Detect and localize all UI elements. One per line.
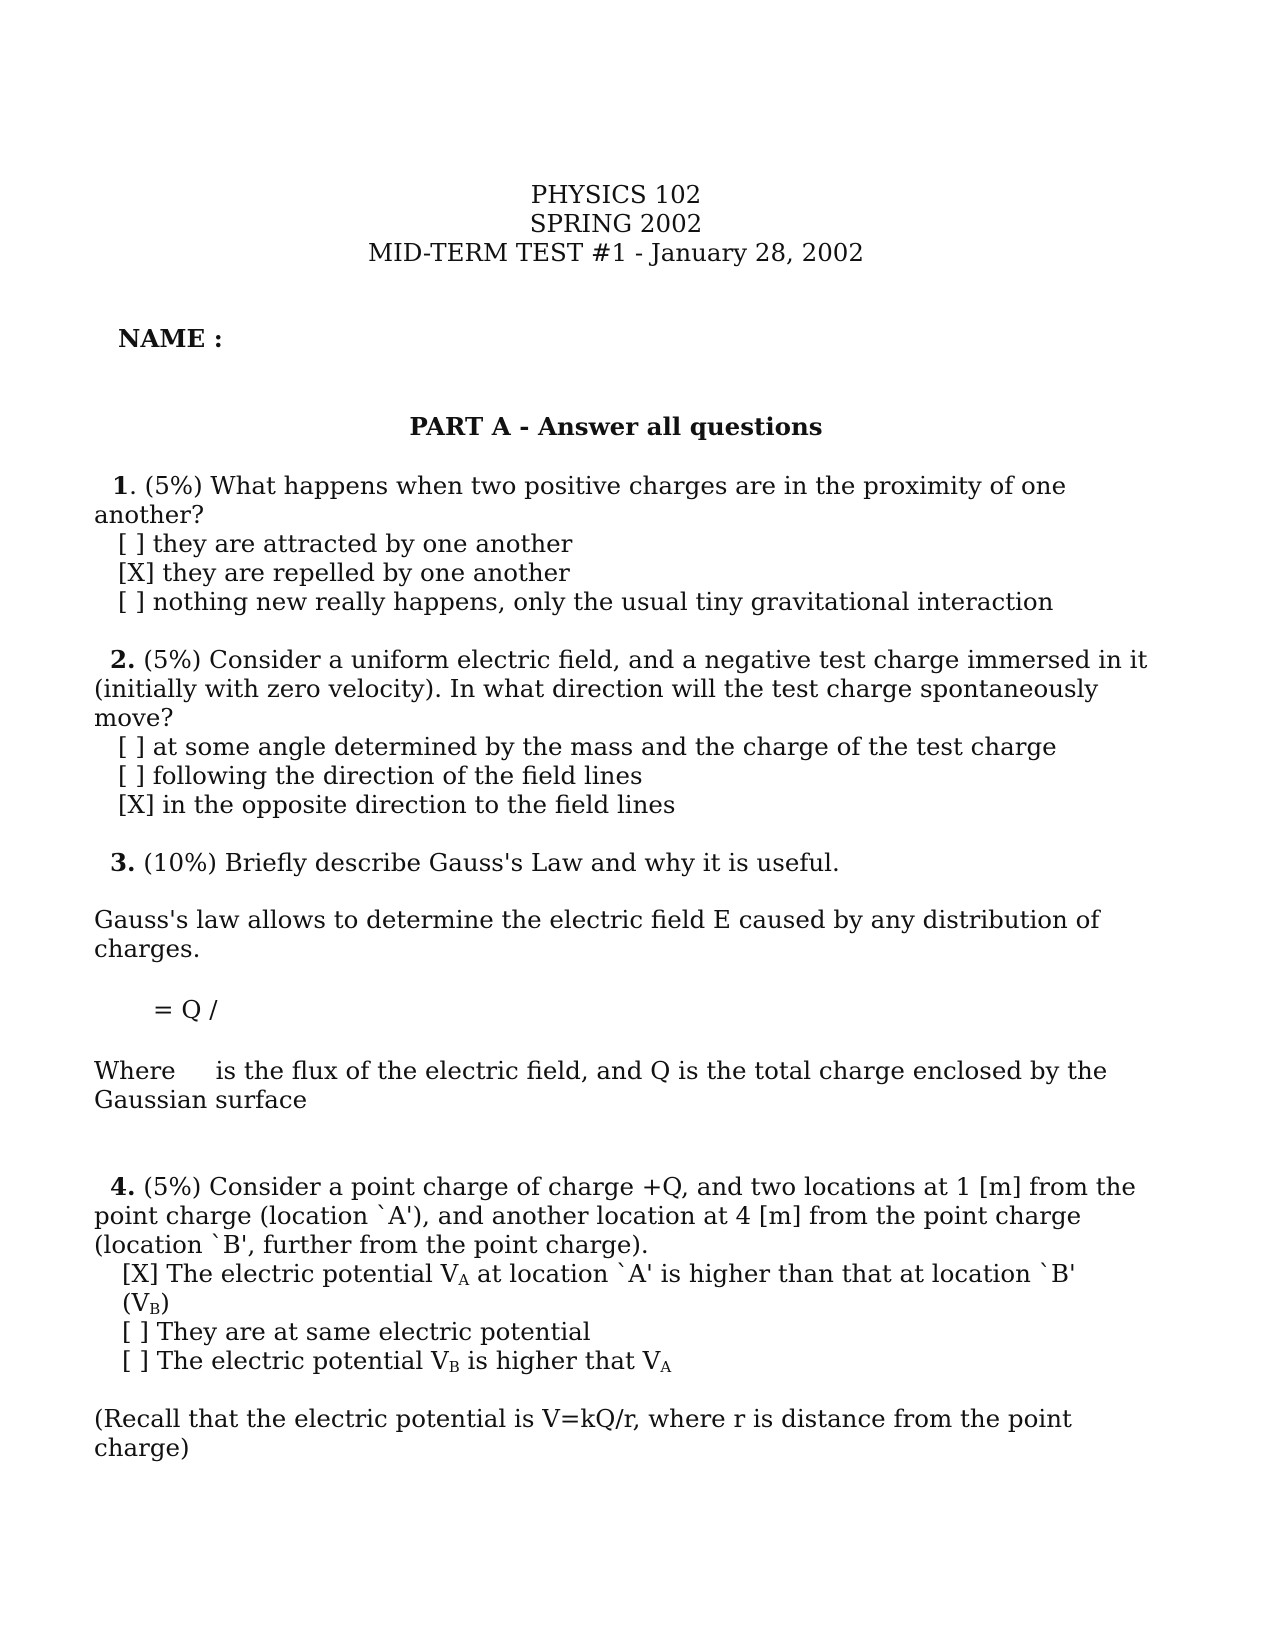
part-title: PART A - Answer all questions [409, 412, 823, 441]
question-1 [94, 471, 1154, 529]
question-2 [94, 645, 1154, 732]
q4-option-1: [X] The electric potential $V_A$ at location `A' is higher than that at location `B' [122, 1259, 1076, 1289]
semester: SPRING 2002 [529, 209, 703, 238]
course-title: PHYSICS 102 [530, 180, 702, 209]
question-text: (10%) Briefly describe Gauss's Law and why it is useful. [135, 848, 840, 877]
q4-option-3: [ ] The electric potential $V_B$ is higher that $V_A$ [122, 1346, 672, 1376]
q4-option-1-cont: $(V_B)$ [122, 1288, 170, 1318]
test-title: MID-TERM TEST #1 - January 28, 2002 [368, 238, 864, 267]
q1-option-2: [X] they are repelled by one another [118, 558, 570, 587]
q1-option-1: [ ] they are attracted by one another [118, 529, 573, 558]
question-4 [94, 1172, 1154, 1259]
question-text: (5%) Consider a point charge of charge +Q, and two locations at 1 [m] from the point charge (location `A'), and another location at 4 [m] from the point charge (location `B', further from the point charge). [94, 1172, 1136, 1259]
question-number: 4. [110, 1172, 136, 1201]
q4-option-2: [ ] They are at same electric potential [122, 1317, 591, 1346]
question-3 [94, 848, 1154, 877]
q3-answer-1: Gauss's law allows to determine the electric field E caused by any distribution of charges. [94, 905, 1100, 963]
q2-option-2: [ ] following the direction of the field lines [118, 761, 643, 790]
q2-option-3: [X] in the opposite direction to the field lines [118, 790, 676, 819]
name-label: NAME : [118, 324, 223, 353]
question-text: . (5%) What happens when two positive charges are in the proximity of one another? [94, 471, 1067, 529]
q1-option-3: [ ] nothing new really happens, only the usual tiny gravitational interaction [118, 587, 1054, 616]
recall-note: (Recall that the electric potential is V=kQ/r, where r is distance from the point charge) [94, 1404, 1072, 1462]
q2-option-1: [ ] at some angle determined by the mass and the charge of the test charge [118, 732, 1057, 761]
q3-answer-2: Where is the flux of the electric field, and Q is the total charge enclosed by the Gaussian surface [94, 1056, 1108, 1114]
question-number: 3. [110, 848, 136, 877]
question-number: 1 [112, 471, 130, 500]
gauss-formula: = Q / [153, 995, 218, 1024]
question-number: 2. [110, 645, 136, 674]
question-text: (5%) Consider a uniform electric field, and a negative test charge immersed in it (initially with zero velocity). In what direction will the test charge spontaneously move? [94, 645, 1148, 732]
